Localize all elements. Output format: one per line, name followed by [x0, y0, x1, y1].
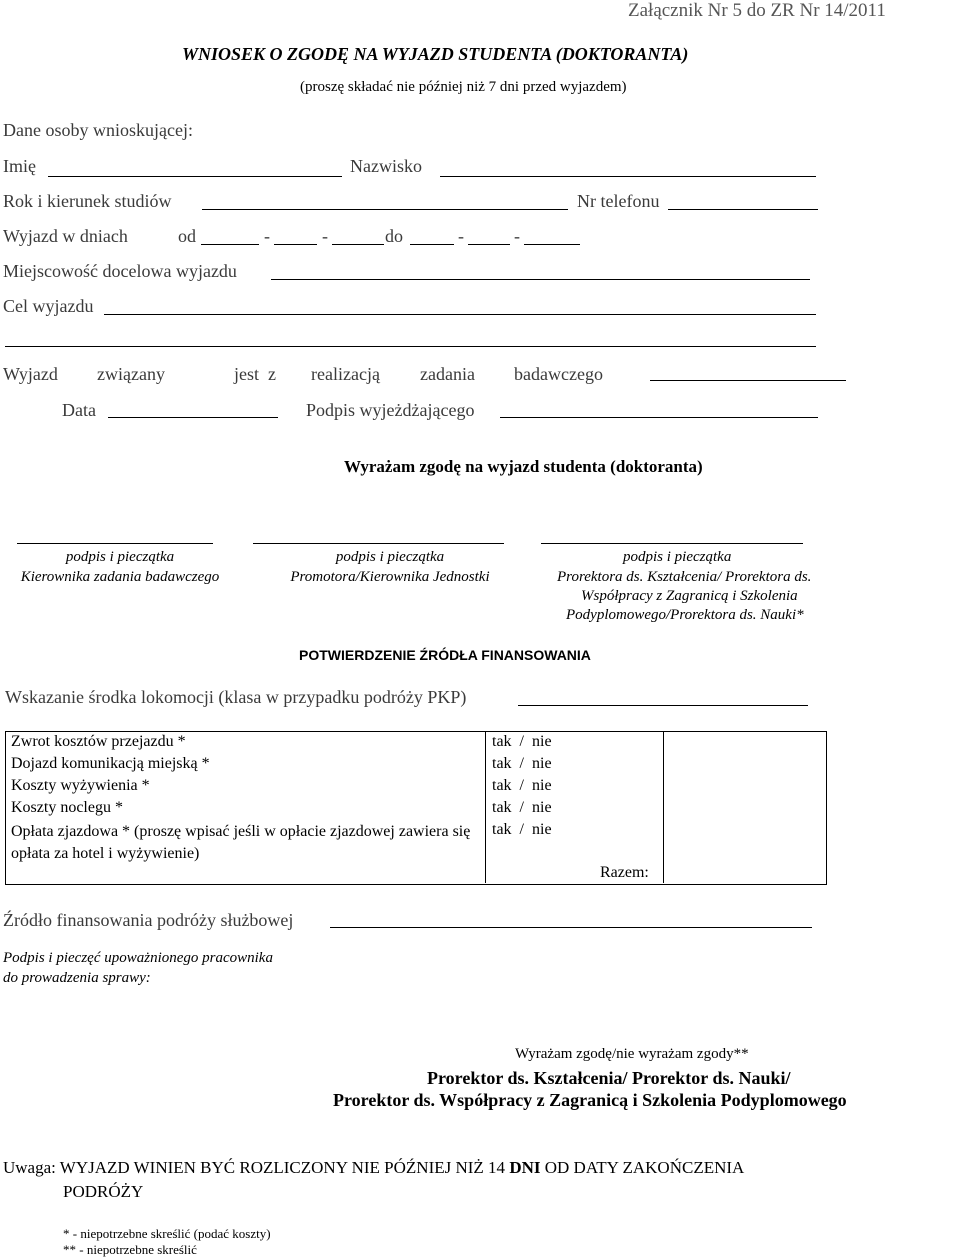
year-study-label: Rok i kierunek studiów	[3, 191, 172, 211]
first-name-label: Imię	[3, 156, 36, 176]
sig3-role-line1: Prorektora ds. Kształcenia/ Prorektora ds.	[557, 569, 812, 585]
research-word-2: związany	[97, 364, 165, 384]
notice-line2: PODRÓŻY	[63, 1182, 144, 1201]
dash-2: -	[322, 226, 328, 246]
funding-source-field[interactable]	[330, 927, 812, 928]
cost-row-fee-label: Opłata zjazdowa * (proszę wpisać jeśli w opłacie zjazdowej zawiera się opłata za hotel i wyżywienie)	[11, 823, 471, 862]
research-word-1: Wyjazd	[3, 364, 58, 384]
to-year-field[interactable]	[524, 244, 580, 245]
dash-4: -	[514, 226, 520, 246]
purpose-field-line2[interactable]	[5, 346, 816, 347]
from-day-field[interactable]	[201, 244, 259, 245]
cost-row-lodging-label: Koszty noclegu *	[11, 799, 123, 816]
total-label: Razem:	[600, 864, 649, 881]
notice-suffix: OD DATY ZAKOŃCZENIA	[540, 1158, 745, 1177]
from-month-field[interactable]	[274, 244, 317, 245]
last-name-field[interactable]	[440, 176, 816, 177]
to-day-field[interactable]	[410, 244, 454, 245]
sig2-role-label: Promotora/Kierownika Jednostki	[290, 569, 490, 585]
final-approver-line2: Prorektor ds. Współpracy z Zagranicą i Szkolenia Podyplomowego	[333, 1090, 847, 1110]
year-study-field[interactable]	[202, 209, 568, 210]
from-label: od	[178, 226, 196, 246]
date-field[interactable]	[108, 417, 278, 418]
cost-row-meals-label: Koszty wyżywienia *	[11, 777, 150, 794]
last-name-label: Nazwisko	[350, 156, 422, 176]
sig3-stamp-label: podpis i pieczątka	[623, 549, 732, 565]
attachment-label: Załącznik Nr 5 do ZR Nr 14/2011	[628, 0, 886, 21]
cost-row-transit-option[interactable]: tak / nie	[492, 755, 552, 772]
purpose-label: Cel wyjazdu	[3, 296, 94, 316]
research-word-7: badawczego	[514, 364, 603, 384]
traveler-signature-label: Podpis wyjeżdżającego	[306, 400, 475, 420]
form-subtitle: (proszę składać nie później niż 7 dni przed wyjazdem)	[300, 79, 627, 95]
cost-row-fee-option[interactable]: tak / nie	[492, 821, 552, 838]
sig1-role-label: Kierownika zadania badawczego	[20, 569, 220, 585]
footnote-1: * - niepotrzebne skreślić (podać koszty)	[63, 1226, 271, 1241]
cost-row-travel-label: Zwrot kosztów przejazdu *	[11, 733, 186, 750]
final-consent-text: Wyrażam zgodę/nie wyrażam zgody**	[515, 1046, 749, 1062]
sig1-stamp-label: podpis i pieczątka	[65, 549, 175, 565]
research-word-5: realizacją	[311, 364, 380, 384]
sig2-stamp-label: podpis i pieczątka	[335, 549, 445, 565]
notice-bold: DNI	[509, 1158, 541, 1177]
applicant-section-label: Dane osoby wnioskującej:	[3, 120, 193, 140]
final-approver-line1: Prorektor ds. Kształcenia/ Prorektor ds. Nauki/	[427, 1068, 791, 1088]
sig3-role-line2: Współpracy z Zagranicą i Szkolenia	[581, 588, 798, 604]
cost-row-travel-option[interactable]: tak / nie	[492, 733, 552, 750]
purpose-field[interactable]	[104, 314, 816, 315]
promoter-signature-line[interactable]	[253, 543, 504, 544]
employee-signature-line1: Podpis i pieczęć upoważnionego pracownika	[3, 950, 273, 966]
research-task-field[interactable]	[650, 380, 846, 381]
notice-line1	[3, 1158, 744, 1178]
dash-3: -	[458, 226, 464, 246]
first-name-field[interactable]	[48, 176, 342, 177]
to-month-field[interactable]	[468, 244, 510, 245]
date-label: Data	[62, 400, 96, 420]
research-word-4: z	[268, 364, 276, 384]
cost-row-meals-option[interactable]: tak / nie	[492, 777, 552, 794]
vice-rector-signature-line[interactable]	[541, 543, 803, 544]
consent-heading: Wyrażam zgodę na wyjazd studenta (doktoranta)	[344, 457, 703, 476]
form-title: WNIOSEK O ZGODĘ NA WYJAZD STUDENTA (DOKTORANTA)	[182, 44, 689, 64]
traveler-signature-field[interactable]	[500, 417, 818, 418]
funding-source-label: Źródło finansowania podróży służbowej	[3, 910, 294, 930]
cost-row-lodging-option[interactable]: tak / nie	[492, 799, 552, 816]
transport-field[interactable]	[518, 705, 808, 706]
notice-prefix: Uwaga: WYJAZD WINIEN BYĆ ROZLICZONY NIE PÓŹNIEJ NIŻ 14	[3, 1158, 510, 1177]
costs-table-divider-1	[485, 731, 486, 883]
research-word-3: jest	[234, 364, 259, 384]
funding-heading: POTWIERDZENIE ŹRÓDŁA FINANSOWANIA	[299, 647, 591, 663]
dates-label: Wyjazd w dniach	[3, 226, 128, 246]
destination-label: Miejscowość docelowa wyjazdu	[3, 261, 237, 281]
phone-field[interactable]	[668, 209, 818, 210]
supervisor-signature-line[interactable]	[17, 543, 213, 544]
to-label: do	[385, 226, 403, 246]
dash-1: -	[264, 226, 270, 246]
phone-label: Nr telefonu	[577, 191, 660, 211]
sig3-role-line3: Podyplomowego/Prorektora ds. Nauki*	[566, 607, 804, 623]
costs-table-divider-2	[663, 731, 664, 883]
cost-row-transit-label: Dojazd komunikacją miejską *	[11, 755, 210, 772]
transport-label: Wskazanie środka lokomocji (klasa w przypadku podróży PKP)	[5, 687, 467, 707]
destination-field[interactable]	[271, 279, 810, 280]
footnote-2: ** - niepotrzebne skreślić	[63, 1242, 197, 1257]
from-year-field[interactable]	[332, 244, 384, 245]
employee-signature-line2: do prowadzenia sprawy:	[3, 970, 151, 986]
research-word-6: zadania	[420, 364, 475, 384]
